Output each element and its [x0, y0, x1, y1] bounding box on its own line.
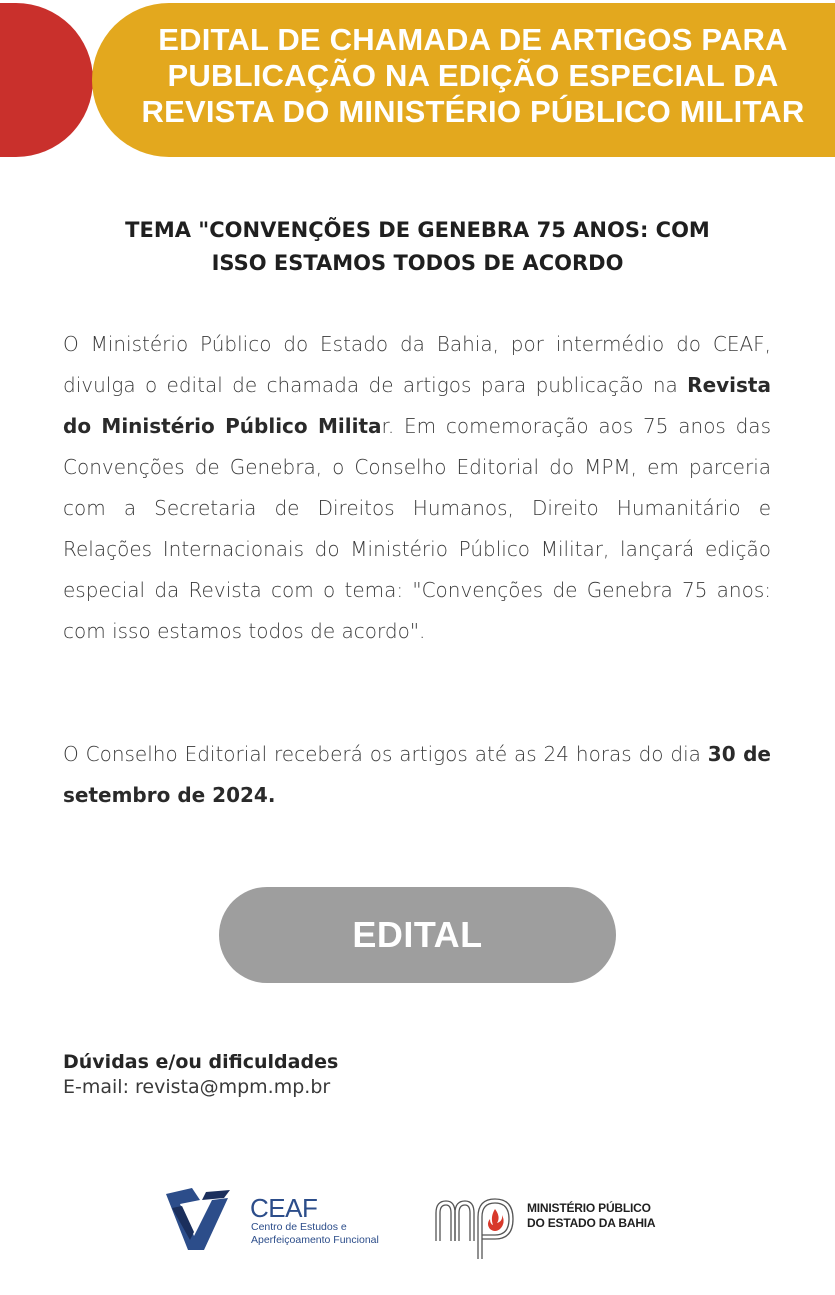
ceaf-subtitle-line2: Aperfeiçoamento Funcional: [251, 1234, 379, 1246]
ceaf-name: CEAF: [250, 1193, 318, 1223]
theme-subtitle: [70, 214, 765, 280]
mp-logo-icon: [433, 1193, 519, 1261]
deadline-date: 30 de setembro de 2024.: [63, 742, 771, 807]
theme-subtitle-line2: ISSO ESTAMOS TODOS DE ACORDO: [211, 251, 624, 275]
page-title: [118, 22, 828, 130]
intro-paragraph: [63, 324, 771, 652]
contact-email: E-mail: revista@mpm.mp.br: [63, 1076, 331, 1098]
ceaf-subtitle: [251, 1221, 411, 1247]
deadline-text: O Conselho Editorial receberá os artigos até as 24 horas do dia: [63, 742, 708, 766]
theme-subtitle-line1: TEMA "CONVENÇÕES DE GENEBRA 75 ANOS: COM: [125, 218, 710, 242]
header-red-accent: [0, 3, 93, 157]
mp-name-line2: DO ESTADO DA BAHIA: [527, 1216, 656, 1230]
deadline-paragraph: [63, 734, 771, 816]
intro-text-end: r. Em comemoração aos 75 anos das Convenções de Genebra, o Conselho Editorial do MPM, em parceria com a Secretaria de Direitos Humanos, Direito Humanitário e Relações Internacionais do Ministério Público Militar, lançará edição especial da Revista com o tema: "Convenções de Genebra 75 anos: com isso estamos todos de acordo".: [63, 414, 771, 643]
intro-text-start: O Ministério Público do Estado da Bahia, por intermédio do CEAF, divulga o edital de chamada de artigos para publicação na: [63, 332, 771, 397]
page-title-line2: PUBLICAÇÃO NA EDIÇÃO ESPECIAL DA: [167, 58, 779, 93]
contact-heading: Dúvidas e/ou dificuldades: [63, 1051, 339, 1073]
page-title-line1: EDITAL DE CHAMADA DE ARTIGOS PARA: [158, 22, 788, 57]
ceaf-subtitle-line1: Centro de Estudos e: [251, 1221, 347, 1233]
page-title-line3: REVISTA DO MINISTÉRIO PÚBLICO MILITAR: [141, 94, 805, 129]
journal-name: Revista do Ministério Público Milita: [63, 373, 771, 438]
ceaf-logo-icon: [162, 1186, 234, 1252]
mp-name: [527, 1201, 697, 1231]
mp-name-line1: MINISTÉRIO PÚBLICO: [527, 1201, 651, 1215]
edital-button[interactable]: EDITAL: [219, 887, 616, 983]
